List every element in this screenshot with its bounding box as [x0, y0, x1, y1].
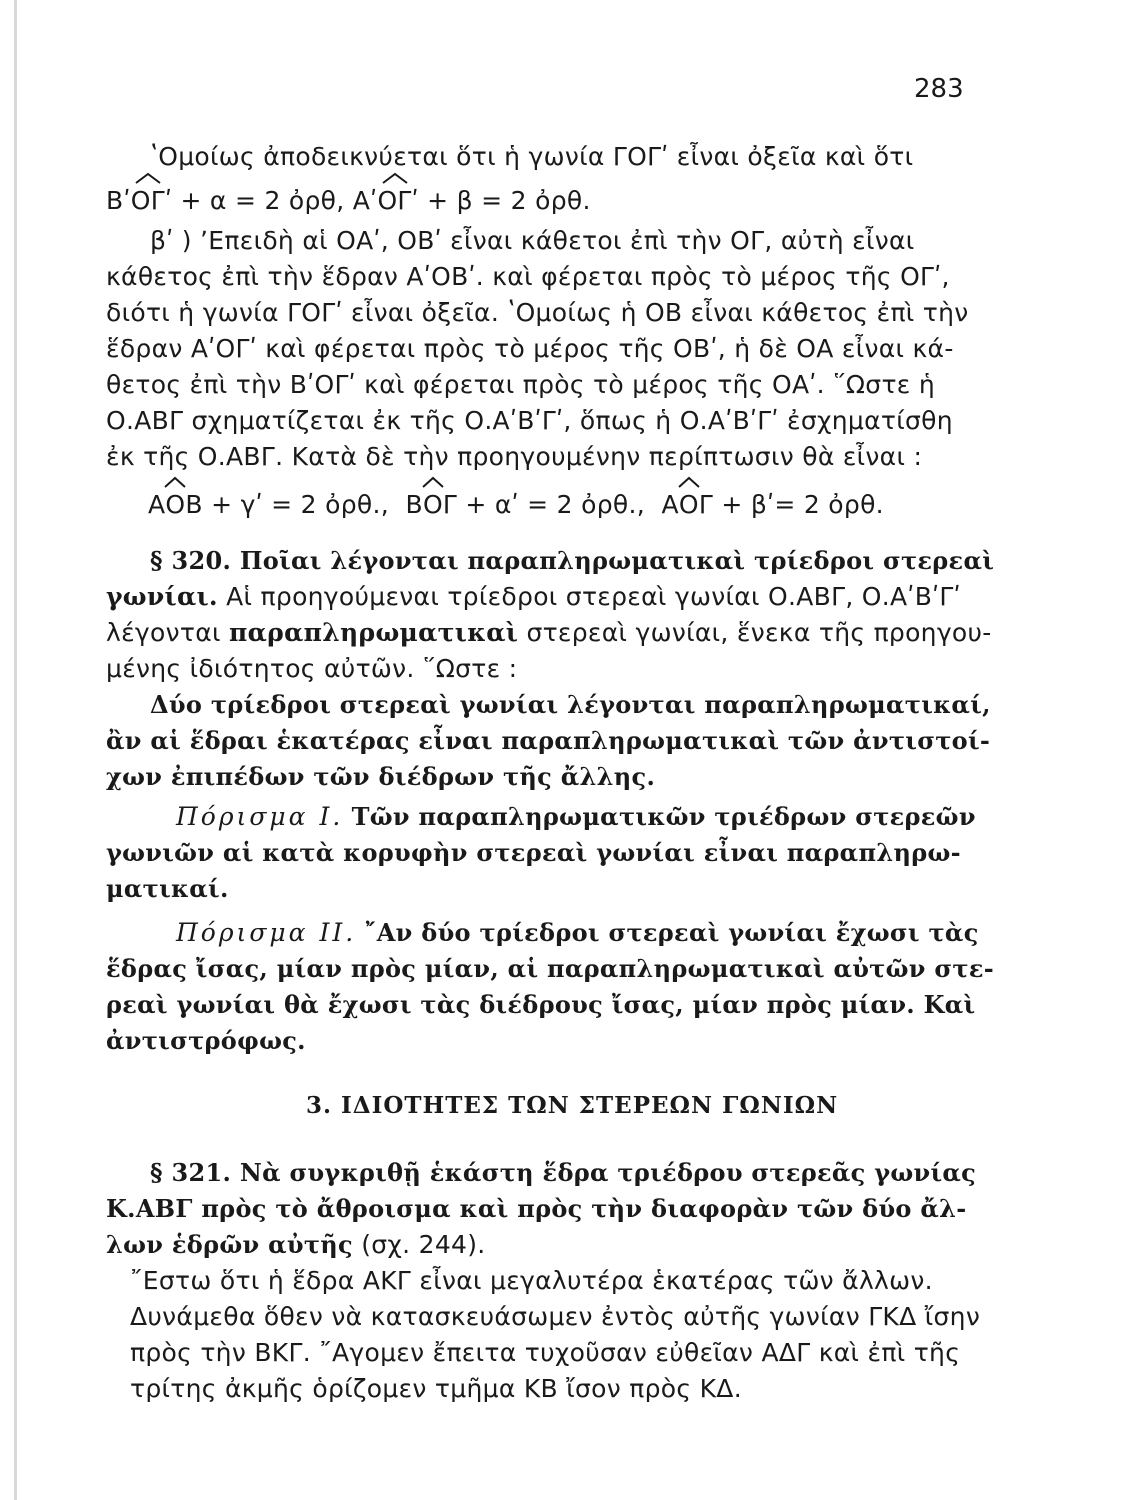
corollary-2-line: ἕδρας ἴσας, μίαν πρὸς μίαν, αἱ παραπληρωματικαὶ αὐτῶν στε-: [106, 954, 994, 983]
definition-line: χων ἐπιπέδων τῶν διέδρων τῆς ἄλλης.: [106, 762, 656, 791]
text-line: βʹ ) ʼΕπειδὴ αἱ ΟΑʹ, ΟΒʹ εἶναι κάθετοι ἐπὶ τὴν ΟΓ, αὐτὴ εἶναι: [150, 226, 915, 255]
text-line: κάθετος ἐπὶ τὴν ἕδραν ΑʹΟΒʹ. καὶ φέρεται πρὸς τὸ μέρος τῆς ΟΓʹ,: [106, 262, 950, 291]
angle-hat: Ο: [679, 490, 699, 519]
angle-hat: Ο: [165, 490, 185, 519]
text-line: ἕδραν ΑʹΟΓʹ καὶ φέρεται πρὸς τὸ μέρος τῆς ΟΒʹ, ἡ δὲ ΟΑ εἶναι κά-: [106, 334, 954, 363]
text-line: θετος ἐπὶ τὴν ΒʹΟΓʹ καὶ φέρεται πρὸς τὸ μέρος τῆς ΟΑʹ. ῞Ωστε ἡ: [106, 370, 935, 399]
section-321-title: λων ἑδρῶν αὐτῆς (σχ. 244).: [106, 1230, 486, 1259]
section-321-title: Κ.ΑΒΓ πρὸς τὸ ἄθροισμα καὶ πρὸς τὴν διαφορὰν τῶν δύο ἄλ-: [106, 1194, 967, 1223]
angle-hat: ΟΓ: [131, 186, 165, 215]
definition-line: ἂν αἱ ἕδραι ἑκατέρας εἶναι παραπληρωματικαὶ τῶν ἀντιστοί-: [106, 726, 991, 755]
corollary-1-line: γωνιῶν αἱ κατὰ κορυφὴν στερεαὶ γωνίαι εἶναι παραπληρω-: [106, 838, 961, 867]
equation-line: [106, 186, 591, 215]
angle-hat: Ο: [423, 490, 443, 519]
angle-hat: ΟΓ: [377, 186, 411, 215]
math-text: Βʹ: [106, 186, 131, 215]
corollary-1-line: Πόρισμα Ι. Τῶν παραπληρωματικῶν τριέδρων στερεῶν: [176, 802, 976, 831]
page-number: 283: [914, 74, 964, 104]
text-line: γωνίαι. Αἱ προηγούμεναι τρίεδροι στερεαὶ γωνίαι Ο.ΑΒΓ, Ο.ΑʹΒʹΓʹ: [106, 582, 961, 611]
math-text: ʹ + α = 2 ὀρθ, Αʹ: [164, 186, 378, 215]
text-line: Δυνάμεθα ὅθεν νὰ κατασκευάσωμεν ἐντὸς αὐτῆς γωνίαν ΓΚΔ ἴσην: [130, 1302, 981, 1331]
formula-line: Α ΟΒ + γʹ = 2 ὀρθ., Β ΟΓ + αʹ = 2 ὀρθ., Α ΟΓ + βʹ= 2 ὀρθ.: [148, 490, 884, 519]
text-line: μένης ἰδιότητος αὐτῶν. ῞Ωστε :: [106, 654, 518, 683]
page-spine-shadow: [14, 0, 17, 1500]
corollary-2-line: ἀντιστρόφως.: [106, 1026, 306, 1055]
section-321-title: § 321. Νὰ συγκριθῇ ἑκάστη ἕδρα τριέδρου στερεᾶς γωνίας: [150, 1158, 977, 1187]
text-line: διότι ἡ γωνία ΓΟΓʹ εἶναι ὀξεῖα. ʽΟμοίως ἡ ΟΒ εἶναι κάθετος ἐπὶ τὴν: [106, 298, 969, 327]
definition-line: Δύο τρίεδροι στερεαὶ γωνίαι λέγονται παραπληρωματικαί,: [150, 690, 991, 719]
text-line: ἐκ τῆς Ο.ΑΒΓ. Κατὰ δὲ τὴν προηγουμένην περίπτωσιν θὰ εἶναι :: [106, 442, 923, 471]
math-text: ʹ + β = 2 ὀρθ.: [411, 186, 591, 215]
text-line: λέγονται παραπληρωματικαὶ στερεαὶ γωνίαι, ἕνεκα τῆς προηγου-: [106, 618, 992, 647]
text-line: Ο.ΑΒΓ σχηματίζεται ἐκ τῆς Ο.ΑʹΒʹΓʹ, ὅπως ἡ Ο.ΑʹΒʹΓʹ ἐσχηματίσθη: [106, 406, 953, 435]
text-line: ῎Εστω ὅτι ἡ ἕδρα ΑΚΓ εἶναι μεγαλυτέρα ἑκατέρας τῶν ἄλλων.: [130, 1266, 933, 1295]
section-320-title: § 320. Ποῖαι λέγονται παραπληρωματικαὶ τρίεδροι στερεαὶ: [150, 546, 995, 575]
text-line: τρίτης ἀκμῆς ὁρίζομεν τμῆμα ΚΒ ἴσον πρὸς ΚΔ.: [130, 1374, 742, 1403]
text-line: πρὸς τὴν ΒΚΓ. ῎Αγομεν ἔπειτα τυχοῦσαν εὐθεῖαν ΑΔΓ καὶ ἐπὶ τῆς: [130, 1338, 961, 1367]
text-line: ʽΟμοίως ἀποδεικνύεται ὅτι ἡ γωνία ΓΟΓʹ εἶναι ὀξεῖα καὶ ὅτι: [150, 142, 914, 171]
corollary-2-line: ρεαὶ γωνίαι θὰ ἔχωσι τὰς διέδρους ἴσας, μίαν πρὸς μίαν. Καὶ: [106, 990, 976, 1019]
corollary-1-line: ματικαί.: [106, 874, 229, 903]
corollary-2-line: Πόρισμα ΙΙ. ῎Αν δύο τρίεδροι στερεαὶ γωνίαι ἔχωσι τὰς: [176, 918, 979, 947]
section-heading: 3. ΙΔΙΟΤΗΤΕΣ ΤΩΝ ΣΤΕΡΕΩΝ ΓΩΝΙΩΝ: [306, 1092, 839, 1119]
